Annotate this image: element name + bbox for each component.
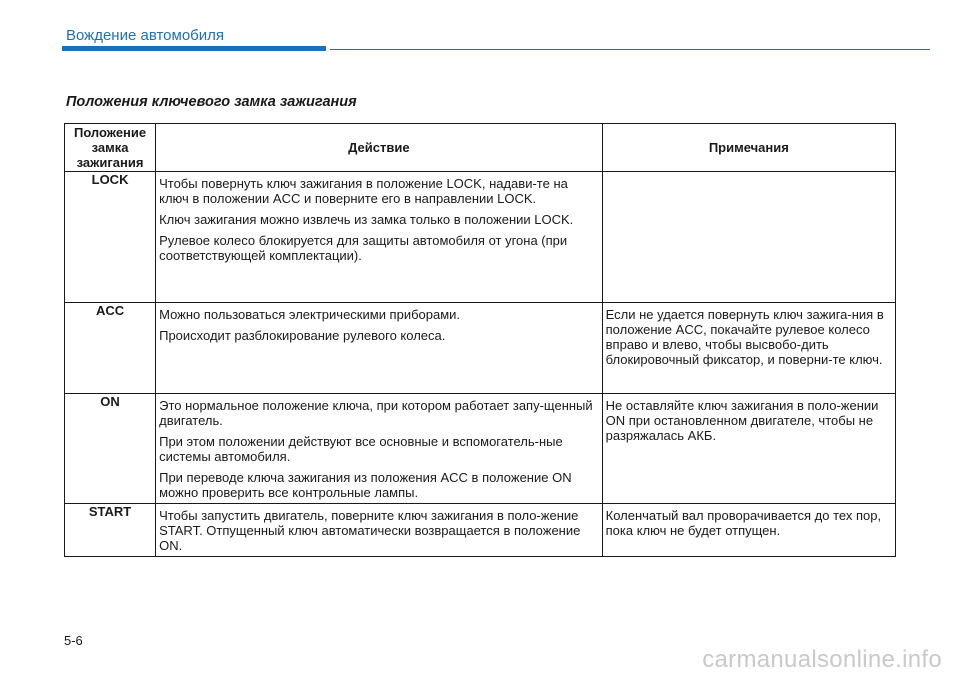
action-text: Это нормальное положение ключа, при котором работает запу-щенный двигатель.: [159, 398, 593, 428]
notes-cell: [602, 504, 895, 557]
position-cell: ON: [65, 394, 156, 504]
notes-text: Не оставляйте ключ зажигания в поло-жении ON при остановленном двигателе, чтобы не разряжалась АКБ.: [605, 398, 879, 443]
page-number: 5-6: [64, 633, 83, 648]
position-cell: START: [65, 504, 156, 557]
action-cell: [156, 504, 603, 557]
action-text: Можно пользоваться электрическими приборами.: [159, 307, 461, 322]
action-text: Чтобы запустить двигатель, поверните ключ зажигания в поло-жение START. Отпущенный ключ автоматически возвращается в положение ON.: [159, 508, 581, 553]
action-cell: [156, 394, 603, 504]
action-cell: [156, 172, 603, 303]
position-cell: ACC: [65, 303, 156, 394]
table-row: [65, 394, 896, 504]
notes-text: [603, 172, 895, 179]
action-cell: [156, 303, 603, 394]
table-row: [65, 504, 896, 557]
header-rule-thin: [330, 49, 930, 50]
table-row: [65, 303, 896, 394]
action-text: При переводе ключа зажигания из положения ACC в положение ON можно проверить все контрольные лампы.: [159, 470, 572, 500]
header-action: Действие: [156, 124, 603, 172]
table-row: [65, 172, 896, 303]
action-text: Ключ зажигания можно извлечь из замка только в положении LOCK.: [159, 212, 574, 227]
chapter-title: Вождение автомобиля: [66, 27, 225, 44]
action-text: Рулевое колесо блокируется для защиты автомобиля от угона (при соответствующей комплектации).: [159, 233, 568, 263]
ignition-positions-table: [64, 123, 896, 557]
action-text: Чтобы повернуть ключ зажигания в положение LOCK, надави-те на ключ в положении ACC и поверните его в направлении LOCK.: [159, 176, 568, 206]
position-cell: LOCK: [65, 172, 156, 303]
notes-cell: [602, 303, 895, 394]
header-position-line: замка: [91, 140, 129, 155]
section-title: Положения ключевого замка зажигания: [66, 94, 357, 110]
notes-cell: [602, 394, 895, 504]
watermark: carmanualsonline.info: [702, 646, 942, 673]
table-header-row: [65, 124, 896, 172]
header-notes: Примечания: [602, 124, 895, 172]
header-rule-thick: [62, 46, 326, 51]
header-position: [65, 124, 156, 172]
notes-text: Коленчатый вал проворачивается до тех пор, пока ключ не будет отпущен.: [605, 508, 882, 538]
header-position-line: зажигания: [76, 155, 144, 170]
action-text: Происходит разблокирование рулевого колеса.: [159, 328, 446, 343]
notes-text: Если не удается повернуть ключ зажига-ния в положение ACC, покачайте рулевое колесо вправо и влево, чтобы высвобо-дить блокировочный фиксатор, и поверни-те ключ.: [605, 307, 884, 367]
notes-cell: [602, 172, 895, 303]
header-position-line: Положение: [73, 125, 147, 140]
action-text: При этом положении действуют все основные и вспомогатель-ные системы автомобиля.: [159, 434, 563, 464]
